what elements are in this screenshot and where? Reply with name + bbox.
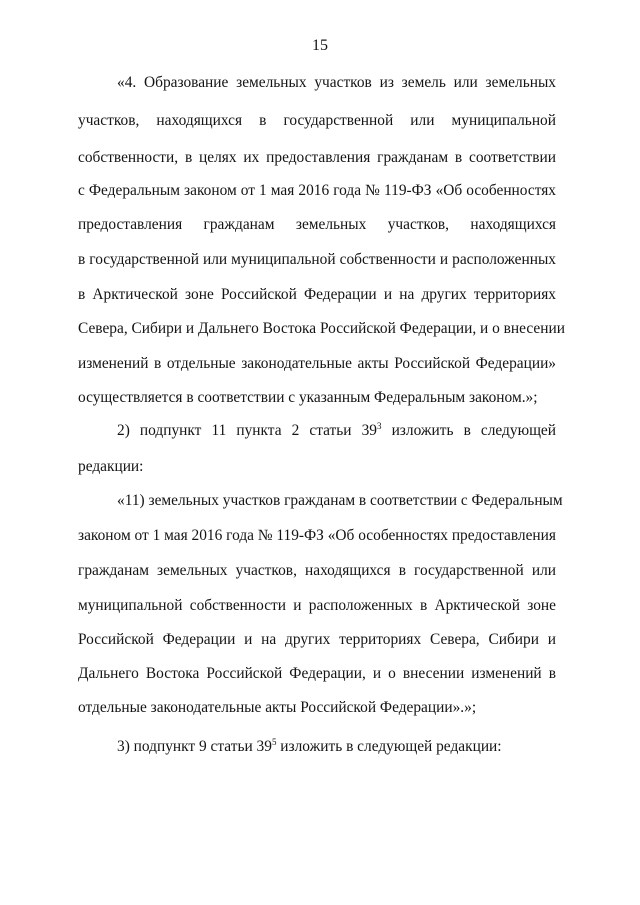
- paragraph-2-text-before: 2) подпункт 11 пункта 2 статьи 39: [117, 422, 377, 439]
- paragraph-3-line-4: муниципальной собственности и расположенных в Арктической зоне: [78, 597, 556, 614]
- superscript-5: 5: [271, 737, 277, 747]
- paragraph-2-text-after: изложить в следующей: [381, 422, 556, 439]
- paragraph-1-line-5: предоставления гражданам земельных участков, находящихся: [78, 216, 556, 233]
- paragraph-4-text-before: 3) подпункт 9 статьи 39: [117, 738, 272, 755]
- paragraph-3-line-1: «11) земельных участков гражданам в соответствии с Федеральным: [117, 492, 563, 509]
- paragraph-3-line-5: Российской Федерации и на других территориях Севера, Сибири и: [78, 631, 556, 648]
- paragraph-4-line-1: [117, 737, 556, 757]
- paragraph-3-line-2: законом от 1 мая 2016 года № 119-ФЗ «Об особенностях предоставления: [78, 527, 556, 544]
- paragraph-1-line-4: с Федеральным законом от 1 мая 2016 года № 119-ФЗ «Об особенностях: [78, 182, 556, 199]
- paragraph-3-line-7: отдельные законодательные акты Российской Федерации».»;: [78, 699, 477, 716]
- paragraph-2-line-2: редакции:: [78, 458, 144, 475]
- superscript-3: 3: [377, 421, 382, 431]
- paragraph-1-line-10: осуществляется в соответствии с указанным Федеральным законом.»;: [78, 389, 538, 406]
- paragraph-3-line-3: гражданам земельных участков, находящихся в государственной или: [78, 562, 556, 579]
- paragraph-4-text-after: изложить в следующей редакции:: [276, 738, 502, 755]
- paragraph-1-line-2: участков, находящихся в государственной или муниципальной: [78, 112, 556, 129]
- page-number: 15: [312, 37, 328, 54]
- paragraph-1-line-9: изменений в отдельные законодательные акты Российской Федерации»: [78, 355, 556, 372]
- paragraph-1-line-3: собственности, в целях их предоставления гражданам в соответствии: [78, 149, 556, 166]
- paragraph-1-line-1: «4. Образование земельных участков из земель или земельных: [117, 74, 556, 91]
- paragraph-1-line-6: в государственной или муниципальной собственности и расположенных: [78, 251, 556, 268]
- paragraph-2-line-1: [117, 421, 556, 441]
- paragraph-1-line-8: Севера, Сибири и Дальнего Востока Российской Федерации, и о внесении: [78, 320, 565, 337]
- paragraph-1-line-7: в Арктической зоне Российской Федерации и на других территориях: [78, 286, 556, 303]
- paragraph-3-line-6: Дальнего Востока Российской Федерации, и о внесении изменений в: [78, 665, 556, 682]
